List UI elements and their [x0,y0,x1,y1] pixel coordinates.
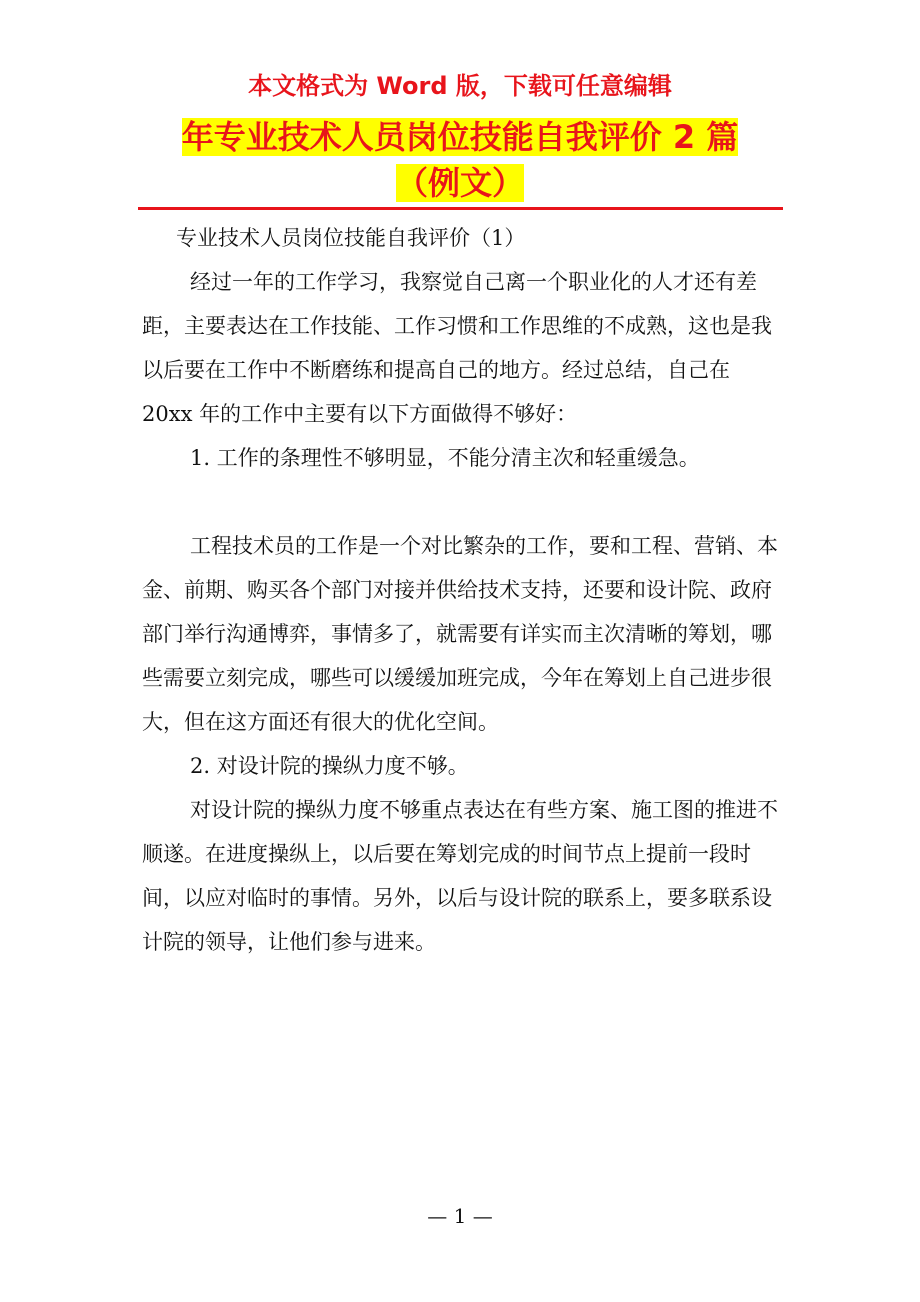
paragraph-2: 工程技术员的工作是一个对比繁杂的工作，要和工程、营销、本金、前期、购买各个部门对接并供给技术支持，还要和设计院、政府部门举行沟通博弈，事情多了，就需要有详实而主次清晰的筹划，哪些需要立刻完成，哪些可以缓缓加班完成，今年在筹划上自己进步很大，但在这方面还有很大的优化空间。 [142,534,778,734]
paragraph-1: 经过一年的工作学习，我察觉自己离一个职业化的人才还有差距，主要表达在工作技能、工作习惯和工作思维的不成熟，这也是我以后要在工作中不断磨练和提高自己的地方。经过总结，自己在 20xx 年的工作中主要有以下方面做得不够好： [142,270,772,426]
document-body [142,216,782,964]
paragraph-3: 对设计院的操纵力度不够重点表达在有些方案、施工图的推进不顺遂。在进度操纵上，以后要在筹划完成的时间节点上提前一段时间，以应对临时的事情。另外，以后与设计院的联系上，要多联系设计院的领导，让他们参与进来。 [142,798,778,954]
title-line-1: 年专业技术人员岗位技能自我评价 2 篇 [181,118,739,156]
title-line-2: （例文） [395,164,524,202]
document-title [150,114,770,206]
list-item-1: 1. 工作的条理性不够明显，不能分清主次和轻重缓急。 [190,446,700,470]
blank-line [142,480,782,524]
title-divider [138,207,783,210]
format-notice: 本文格式为 Word 版，下载可任意编辑 [248,72,672,100]
page-number: — 1 — [427,1204,493,1228]
section-subtitle: 专业技术人员岗位技能自我评价（1） [176,226,526,250]
list-item-2: 2. 对设计院的操纵力度不够。 [190,754,469,778]
